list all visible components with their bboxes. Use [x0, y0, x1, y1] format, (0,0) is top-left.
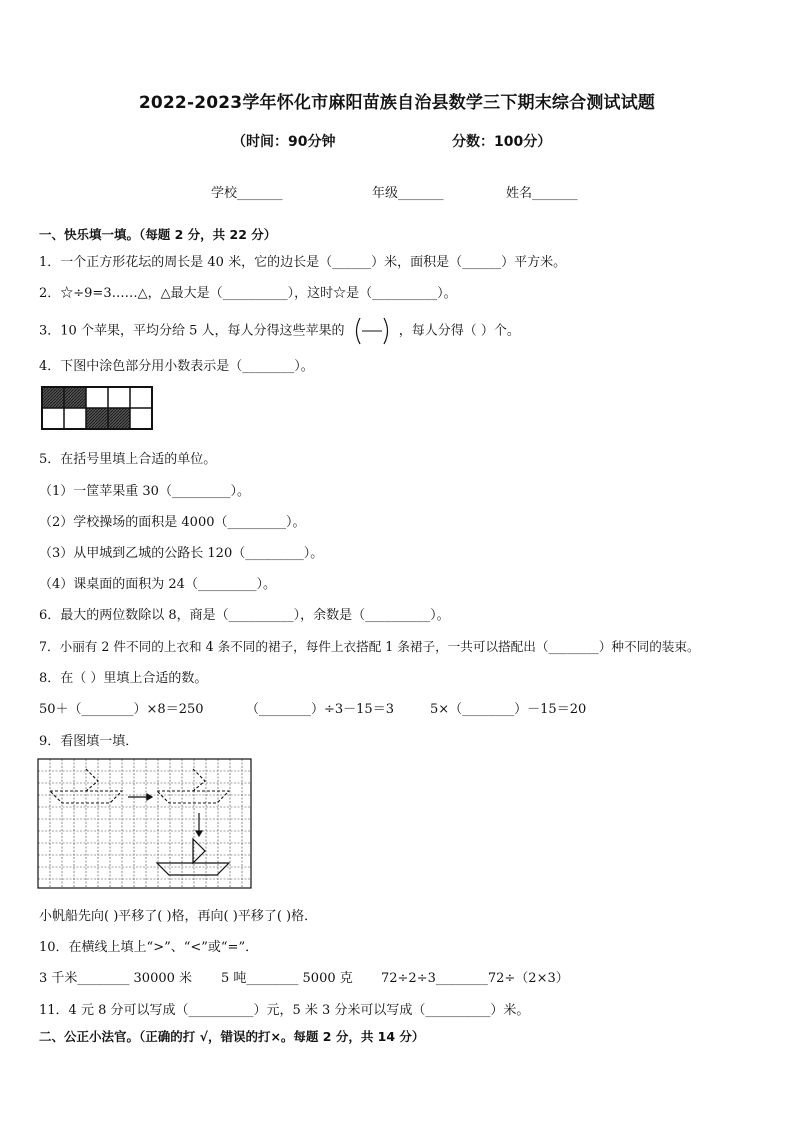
- question-5-3: （3）从甲城到乙城的公路长 120（_________）。: [39, 546, 324, 561]
- question-2: 2．☆÷9=3……△，△最大是（__________），这时☆是（__________）。: [39, 286, 457, 301]
- name-field: 姓名_______: [506, 186, 578, 201]
- question-1: 1．一个正方形花坛的周长是 40 米，它的边长是（______）米，面积是（______）平方米。: [39, 255, 567, 270]
- section-1-heading: 一、快乐填一填。（每题 2 分，共 22 分）: [39, 227, 277, 242]
- shaded-cell: [108, 408, 130, 429]
- school-field: 学校_______: [211, 186, 283, 201]
- question-10-b: 5 吨________ 5000 克: [221, 971, 353, 986]
- time-label: （时间：90分钟: [232, 134, 336, 150]
- shaded-cell: [64, 387, 86, 408]
- question-10-a: 3 千米________ 30000 米: [39, 971, 193, 986]
- shaded-cell: [86, 408, 108, 429]
- question-5-2: （2）学校操场的面积是 4000（_________）。: [39, 515, 306, 530]
- question-5-4: （4）课桌面的面积为 24（_________）。: [39, 577, 276, 592]
- question-9: 9．看图填一填．: [39, 734, 139, 749]
- section-2-heading: 二、公正小法官。（正确的打 √，错误的打×。每题 2 分，共 14 分）: [39, 1029, 425, 1044]
- question-3-prefix: 3．10 个苹果，平均分给 5 人，每人分得这些苹果的: [39, 323, 345, 339]
- shaded-cell: [42, 387, 64, 408]
- question-8: 8．在（ ）里填上合适的数。: [39, 671, 208, 686]
- score-label: 分数：100分）: [452, 134, 552, 150]
- decimal-grid-figure: [41, 386, 153, 430]
- question-6: 6．最大的两位数除以 8，商是（__________），余数是（__________）。: [39, 608, 450, 623]
- grade-field: 年级_______: [372, 186, 444, 201]
- sailboat-grid-figure: [37, 758, 252, 889]
- question-8-b: （________）÷3－15＝3: [246, 702, 394, 717]
- page-title: 2022-2023学年怀化市麻阳苗族自治县数学三下期末综合测试试题: [138, 93, 656, 113]
- question-10: 10．在横线上填上“>”、“<”或“=”．: [39, 940, 259, 955]
- fraction-blank-icon: [351, 316, 393, 346]
- question-7: 7．小丽有 2 件不同的上衣和 4 条不同的裙子，每件上衣搭配 1 条裙子，一共可以搭配出（________）种不同的装束。: [39, 639, 700, 654]
- question-3-suffix: ，每人分得（ ）个。: [398, 323, 520, 339]
- question-3: [39, 316, 520, 346]
- question-5-1: （1）一筐苹果重 30（_________）。: [39, 484, 250, 499]
- question-4: 4．下图中涂色部分用小数表示是（________）。: [39, 359, 314, 374]
- question-9-text: 小帆船先向( )平移了( )格，再向( )平移了( )格．: [39, 909, 318, 924]
- question-8-a: 50＋（________）×8＝250: [39, 702, 204, 717]
- question-8-c: 5×（________）－15＝20: [430, 702, 587, 717]
- arrow-down-icon: [196, 813, 202, 836]
- question-11: 11．4 元 8 分可以写成（__________）元，5 米 3 分米可以写成（__________）米。: [39, 1003, 530, 1018]
- question-5: 5．在括号里填上合适的单位。: [39, 452, 217, 467]
- question-10-c: 72÷2÷3________72÷（2×3）: [381, 971, 569, 986]
